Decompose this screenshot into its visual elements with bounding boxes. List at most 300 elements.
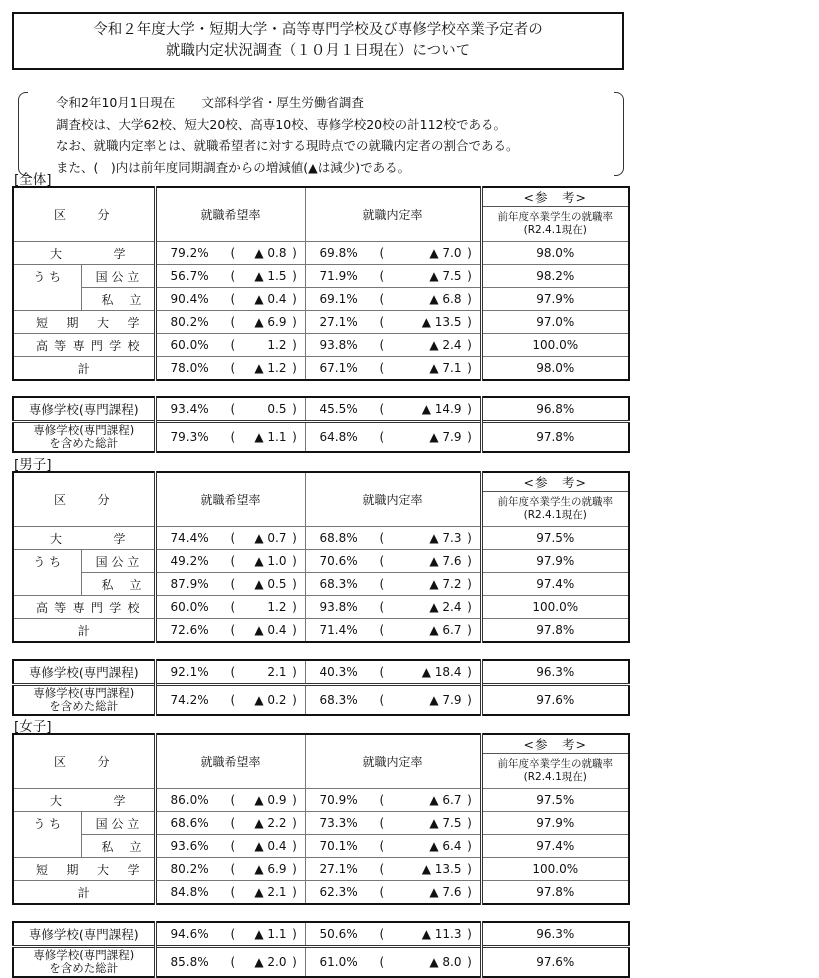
paren-close: ) (467, 955, 472, 969)
hope-rate: 72.6% (170, 623, 209, 637)
hope-rate-cell (155, 288, 305, 311)
offer-rate-header: 就職内定率 (305, 472, 481, 527)
paren-open: ( (379, 402, 385, 416)
grand-total-line-2: を含めた総計 (49, 961, 119, 975)
label-char: 学 (113, 246, 126, 261)
paren-open: ( (379, 665, 385, 679)
paren-close: ) (467, 885, 472, 899)
paren-open: ( (379, 600, 385, 614)
title-line-1: 令和２年度大学・短期大学・高等専門学校及び専修学校卒業予定者の (93, 22, 543, 38)
paren-close: ) (292, 623, 297, 637)
paren-open: ( (379, 292, 385, 306)
paren-open: ( (230, 315, 236, 329)
label-char: 学 (127, 315, 140, 330)
offer-rate-cell (305, 527, 481, 550)
prev-rate: 98.0% (481, 242, 629, 265)
paren-open: ( (230, 361, 236, 375)
offer-delta: ▲ 6.4 (429, 839, 462, 853)
offer-delta: ▲ 7.1 (429, 361, 462, 375)
hope-rate-cell (155, 835, 305, 858)
offer-rate: 68.8% (319, 531, 358, 545)
row-label-kosen (13, 334, 155, 357)
section-label: [全体] (14, 172, 52, 188)
offer-delta: ▲ 2.4 (429, 338, 462, 352)
offer-rate: 69.8% (319, 246, 358, 260)
paren-open: ( (379, 816, 385, 830)
paren-open: ( (230, 246, 236, 260)
hope-delta: ▲ 0.9 (254, 793, 287, 807)
row-label-grand-total (13, 422, 155, 453)
prev-rate: 97.6% (481, 685, 629, 716)
prev-rate: 97.8% (481, 881, 629, 905)
row-label-private (81, 288, 155, 311)
offer-rate-cell (305, 311, 481, 334)
paren-close: ) (467, 623, 472, 637)
category-header-a: 区 (54, 208, 67, 222)
table-row (13, 922, 629, 947)
rates-table (12, 733, 630, 905)
paren-open: ( (379, 862, 385, 876)
hope-rate-header: 就職希望率 (155, 472, 305, 527)
note-line-4: また、( )内は前年度同期調査からの増減値(▲は減少)である。 (56, 159, 411, 175)
offer-rate-cell (305, 947, 481, 978)
paren-close: ) (467, 600, 472, 614)
paren-open: ( (379, 554, 385, 568)
paren-close: ) (467, 246, 472, 260)
row-label-senshu: 専修学校(専門課程) (13, 660, 155, 685)
row-label-total: 計 (13, 619, 155, 643)
paren-close: ) (292, 927, 297, 941)
offer-rate: 61.0% (319, 955, 358, 969)
hope-delta: ▲ 0.4 (254, 623, 287, 637)
table-row (13, 858, 629, 881)
table-row (13, 660, 629, 685)
hope-rate: 80.2% (170, 862, 209, 876)
offer-delta: ▲ 7.2 (429, 577, 462, 591)
offer-rate-cell (305, 881, 481, 905)
hope-rate: 93.4% (170, 402, 209, 416)
offer-delta: ▲ 6.7 (429, 623, 462, 637)
prev-rate-header-date: (R2.4.1現在) (523, 224, 587, 236)
category-header (13, 187, 155, 242)
hope-rate-cell (155, 422, 305, 453)
table-row (13, 835, 629, 858)
paren-close: ) (467, 927, 472, 941)
offer-rate-cell (305, 922, 481, 947)
offer-rate-cell (305, 596, 481, 619)
offer-delta: ▲ 18.4 (421, 665, 462, 679)
table-row (13, 288, 629, 311)
rates-table (12, 471, 630, 643)
table-row-total (13, 357, 629, 381)
paren-open: ( (230, 531, 236, 545)
offer-rate: 64.8% (319, 430, 358, 444)
paren-close: ) (467, 292, 472, 306)
paren-close: ) (292, 665, 297, 679)
table-row (13, 573, 629, 596)
table-row (13, 311, 629, 334)
offer-rate-header: 就職内定率 (305, 734, 481, 789)
offer-rate-cell (305, 265, 481, 288)
offer-rate: 45.5% (319, 402, 358, 416)
hope-rate-cell (155, 660, 305, 685)
label-char: 高 (36, 338, 49, 353)
reference-header: <参 考> (481, 187, 629, 207)
table-row-grand-total (13, 685, 629, 716)
note-date: 令和2年10月1日現在 (56, 95, 176, 110)
prev-rate: 97.4% (481, 835, 629, 858)
paren-open: ( (230, 693, 236, 707)
prev-rate: 100.0% (481, 858, 629, 881)
offer-rate-cell (305, 789, 481, 812)
row-label-university (13, 242, 155, 265)
row-label-national: 国 公 立 (81, 550, 155, 573)
label-char: 私 (101, 577, 114, 592)
paren-open: ( (230, 793, 236, 807)
table-row-total (13, 619, 629, 643)
reference-header: <参 考> (481, 472, 629, 492)
prev-rate: 100.0% (481, 596, 629, 619)
paren-close: ) (292, 839, 297, 853)
prev-rate: 97.9% (481, 288, 629, 311)
grand-total-line-1: 専修学校(専門課程) (33, 948, 135, 962)
label-char: 大 (96, 315, 109, 330)
label-char: 期 (66, 315, 79, 330)
hope-rate: 49.2% (170, 554, 209, 568)
offer-rate: 71.4% (319, 623, 358, 637)
paren-close: ) (467, 430, 472, 444)
reference-header: <参 考> (481, 734, 629, 754)
label-char: 大 (96, 862, 109, 877)
paren-close: ) (467, 338, 472, 352)
table-header-row (13, 734, 629, 754)
label-char: 私 (101, 839, 114, 854)
note-line-3: なお、就職内定率とは、就職希望者に対する現時点での就職内定者の割合である。 (56, 138, 519, 153)
paren-open: ( (379, 839, 385, 853)
prev-rate: 97.9% (481, 550, 629, 573)
paren-open: ( (379, 531, 385, 545)
prev-rate: 100.0% (481, 334, 629, 357)
paren-close: ) (467, 665, 472, 679)
prev-rate: 97.0% (481, 311, 629, 334)
offer-rate: 70.9% (319, 793, 358, 807)
prev-rate: 98.0% (481, 357, 629, 381)
label-char: 高 (36, 600, 49, 615)
prev-rate: 97.9% (481, 812, 629, 835)
hope-rate-header: 就職希望率 (155, 187, 305, 242)
row-label-private (81, 573, 155, 596)
paren-open: ( (379, 693, 385, 707)
table-row (13, 265, 629, 288)
section-label: [男子] (14, 457, 52, 473)
prev-rate: 97.4% (481, 573, 629, 596)
label-char: 専 (72, 600, 85, 615)
hope-delta: ▲ 1.2 (254, 361, 287, 375)
hope-rate: 87.9% (170, 577, 209, 591)
row-label-grand-total (13, 947, 155, 978)
label-char: 学 (127, 862, 140, 877)
row-label-university (13, 527, 155, 550)
paren-close: ) (467, 577, 472, 591)
label-char: 短 (36, 862, 49, 877)
offer-rate-cell (305, 660, 481, 685)
prev-rate: 98.2% (481, 265, 629, 288)
grand-total-line-2: を含めた総計 (49, 699, 119, 713)
paren-open: ( (230, 554, 236, 568)
offer-rate-cell (305, 242, 481, 265)
offer-delta: ▲ 7.6 (429, 885, 462, 899)
row-label-junior-college (13, 311, 155, 334)
section-label: [女子] (14, 719, 52, 735)
category-header-b: 分 (97, 208, 110, 222)
label-char: 立 (129, 577, 142, 592)
offer-delta: ▲ 7.9 (429, 430, 462, 444)
paren-open: ( (379, 885, 385, 899)
paren-close: ) (292, 338, 297, 352)
offer-delta: ▲ 13.5 (421, 862, 462, 876)
offer-delta: ▲ 14.9 (421, 402, 462, 416)
label-char: 校 (127, 600, 140, 615)
row-label-kosen (13, 596, 155, 619)
row-label-national: 国 公 立 (81, 265, 155, 288)
offer-delta: ▲ 7.9 (429, 693, 462, 707)
category-header-b: 分 (97, 755, 110, 769)
paren-close: ) (292, 430, 297, 444)
hope-rate-cell (155, 881, 305, 905)
paren-open: ( (230, 269, 236, 283)
label-char: 校 (127, 338, 140, 353)
hope-rate-header: 就職希望率 (155, 734, 305, 789)
hope-rate: 60.0% (170, 600, 209, 614)
prev-rate-header-date: (R2.4.1現在) (523, 509, 587, 521)
prev-rate: 97.6% (481, 947, 629, 978)
hope-rate: 74.4% (170, 531, 209, 545)
paren-close: ) (467, 531, 472, 545)
paren-open: ( (230, 955, 236, 969)
offer-rate: 67.1% (319, 361, 358, 375)
offer-delta: ▲ 7.6 (429, 554, 462, 568)
paren-close: ) (292, 816, 297, 830)
grand-total-line-1: 専修学校(専門課程) (33, 686, 135, 700)
paren-open: ( (379, 927, 385, 941)
hope-rate: 84.8% (170, 885, 209, 899)
hope-delta: ▲ 0.7 (254, 531, 287, 545)
hope-rate: 85.8% (170, 955, 209, 969)
row-label-private (81, 835, 155, 858)
paren-close: ) (292, 793, 297, 807)
offer-delta: ▲ 7.5 (429, 816, 462, 830)
paren-close: ) (292, 269, 297, 283)
note-line-1 (56, 92, 519, 114)
label-char: 等 (54, 338, 67, 353)
offer-rate-cell (305, 573, 481, 596)
offer-rate: 27.1% (319, 862, 358, 876)
paren-open: ( (379, 315, 385, 329)
hope-rate: 74.2% (170, 693, 209, 707)
paren-open: ( (379, 623, 385, 637)
paren-close: ) (467, 402, 472, 416)
hope-delta: ▲ 2.2 (254, 816, 287, 830)
hope-rate: 86.0% (170, 793, 209, 807)
paren-open: ( (379, 338, 385, 352)
prev-rate: 96.8% (481, 397, 629, 422)
prev-rate: 97.8% (481, 619, 629, 643)
grand-total-line-2: を含めた総計 (49, 436, 119, 450)
paren-close: ) (292, 402, 297, 416)
paren-close: ) (292, 292, 297, 306)
rates-table (12, 186, 630, 381)
paren-open: ( (230, 839, 236, 853)
hope-rate: 93.6% (170, 839, 209, 853)
offer-rate-cell (305, 812, 481, 835)
offer-delta: ▲ 13.5 (421, 315, 462, 329)
hope-rate-cell (155, 789, 305, 812)
offer-rate: 93.8% (319, 600, 358, 614)
offer-rate: 70.1% (319, 839, 358, 853)
hope-delta: 1.2 (267, 600, 287, 614)
paren-open: ( (230, 862, 236, 876)
table-row (13, 397, 629, 422)
hope-rate-cell (155, 596, 305, 619)
offer-rate-cell (305, 397, 481, 422)
paren-close: ) (467, 862, 472, 876)
hope-rate-cell (155, 527, 305, 550)
hope-rate: 80.2% (170, 315, 209, 329)
category-header-b: 分 (97, 493, 110, 507)
senshu-table (12, 396, 630, 453)
hope-rate-cell (155, 619, 305, 643)
hope-rate: 60.0% (170, 338, 209, 352)
offer-delta: ▲ 6.7 (429, 793, 462, 807)
paren-close: ) (292, 246, 297, 260)
category-header-a: 区 (54, 755, 67, 769)
paren-open: ( (230, 927, 236, 941)
hope-delta: ▲ 1.1 (254, 430, 287, 444)
hope-rate-cell (155, 357, 305, 381)
label-char: 大 (50, 246, 63, 261)
paren-open: ( (230, 430, 236, 444)
table-row (13, 550, 629, 573)
prev-rate-header-date: (R2.4.1現在) (523, 771, 587, 783)
label-char: 大 (50, 793, 63, 808)
hope-rate: 94.6% (170, 927, 209, 941)
table-header-row (13, 187, 629, 207)
paren-open: ( (379, 430, 385, 444)
grand-total-line-1: 専修学校(専門課程) (33, 423, 135, 437)
hope-rate-cell (155, 922, 305, 947)
hope-delta: 0.5 (267, 402, 287, 416)
note-agency: 文部科学省・厚生労働省調査 (201, 95, 364, 110)
label-char: 私 (101, 292, 114, 307)
hope-rate: 56.7% (170, 269, 209, 283)
hope-delta: ▲ 1.1 (254, 927, 287, 941)
survey-note (18, 72, 624, 196)
prev-rate-header-title: 前年度卒業学生の就職率 (497, 496, 613, 508)
prev-rate-header (481, 492, 629, 527)
offer-rate-cell (305, 334, 481, 357)
label-char: 専 (72, 338, 85, 353)
paren-close: ) (467, 839, 472, 853)
offer-rate: 62.3% (319, 885, 358, 899)
prev-rate-header-title: 前年度卒業学生の就職率 (497, 211, 613, 223)
label-char: 大 (50, 531, 63, 546)
paren-close: ) (292, 955, 297, 969)
paren-open: ( (379, 361, 385, 375)
row-label-total: 計 (13, 881, 155, 905)
paren-close: ) (292, 361, 297, 375)
senshu-table (12, 659, 630, 716)
offer-delta: ▲ 2.4 (429, 600, 462, 614)
paren-open: ( (230, 623, 236, 637)
paren-close: ) (292, 577, 297, 591)
paren-open: ( (230, 338, 236, 352)
hope-rate-cell (155, 858, 305, 881)
hope-delta: ▲ 0.4 (254, 839, 287, 853)
label-char: 等 (54, 600, 67, 615)
hope-delta: ▲ 2.1 (254, 885, 287, 899)
hope-rate-cell (155, 685, 305, 716)
table-row (13, 789, 629, 812)
table-row (13, 812, 629, 835)
paren-open: ( (230, 292, 236, 306)
label-char: 立 (129, 839, 142, 854)
row-label-university (13, 789, 155, 812)
offer-delta: ▲ 7.5 (429, 269, 462, 283)
paren-open: ( (230, 600, 236, 614)
label-char: 学 (109, 600, 122, 615)
label-char: 立 (129, 292, 142, 307)
hope-delta: ▲ 1.0 (254, 554, 287, 568)
paren-open: ( (230, 577, 236, 591)
document-title (12, 12, 624, 70)
hope-rate-cell (155, 947, 305, 978)
offer-rate-cell (305, 550, 481, 573)
table-row (13, 596, 629, 619)
paren-open: ( (379, 577, 385, 591)
paren-open: ( (230, 665, 236, 679)
paren-open: ( (379, 955, 385, 969)
paren-close: ) (467, 269, 472, 283)
hope-rate-cell (155, 812, 305, 835)
offer-rate-cell (305, 685, 481, 716)
offer-rate: 40.3% (319, 665, 358, 679)
note-line-2: 調査校は、大学62校、短大20校、高専10校、専修学校20校の計112校である。 (56, 116, 506, 132)
row-label-national: 国 公 立 (81, 812, 155, 835)
senshu-table (12, 921, 630, 978)
hope-rate-cell (155, 397, 305, 422)
prev-rate-header-title: 前年度卒業学生の就職率 (497, 758, 613, 770)
label-char: 門 (90, 338, 103, 353)
table-row (13, 527, 629, 550)
offer-rate: 68.3% (319, 577, 358, 591)
offer-rate: 27.1% (319, 315, 358, 329)
hope-rate: 79.3% (170, 430, 209, 444)
offer-rate-cell (305, 835, 481, 858)
hope-rate: 90.4% (170, 292, 209, 306)
offer-rate: 68.3% (319, 693, 358, 707)
hope-delta: ▲ 6.9 (254, 862, 287, 876)
hope-delta: ▲ 0.4 (254, 292, 287, 306)
hope-rate-cell (155, 311, 305, 334)
paren-close: ) (467, 554, 472, 568)
right-bracket (614, 92, 624, 176)
hope-rate-cell (155, 242, 305, 265)
table-header-row (13, 472, 629, 492)
paren-close: ) (292, 315, 297, 329)
hope-rate: 68.6% (170, 816, 209, 830)
offer-delta: ▲ 11.3 (421, 927, 462, 941)
paren-open: ( (379, 793, 385, 807)
